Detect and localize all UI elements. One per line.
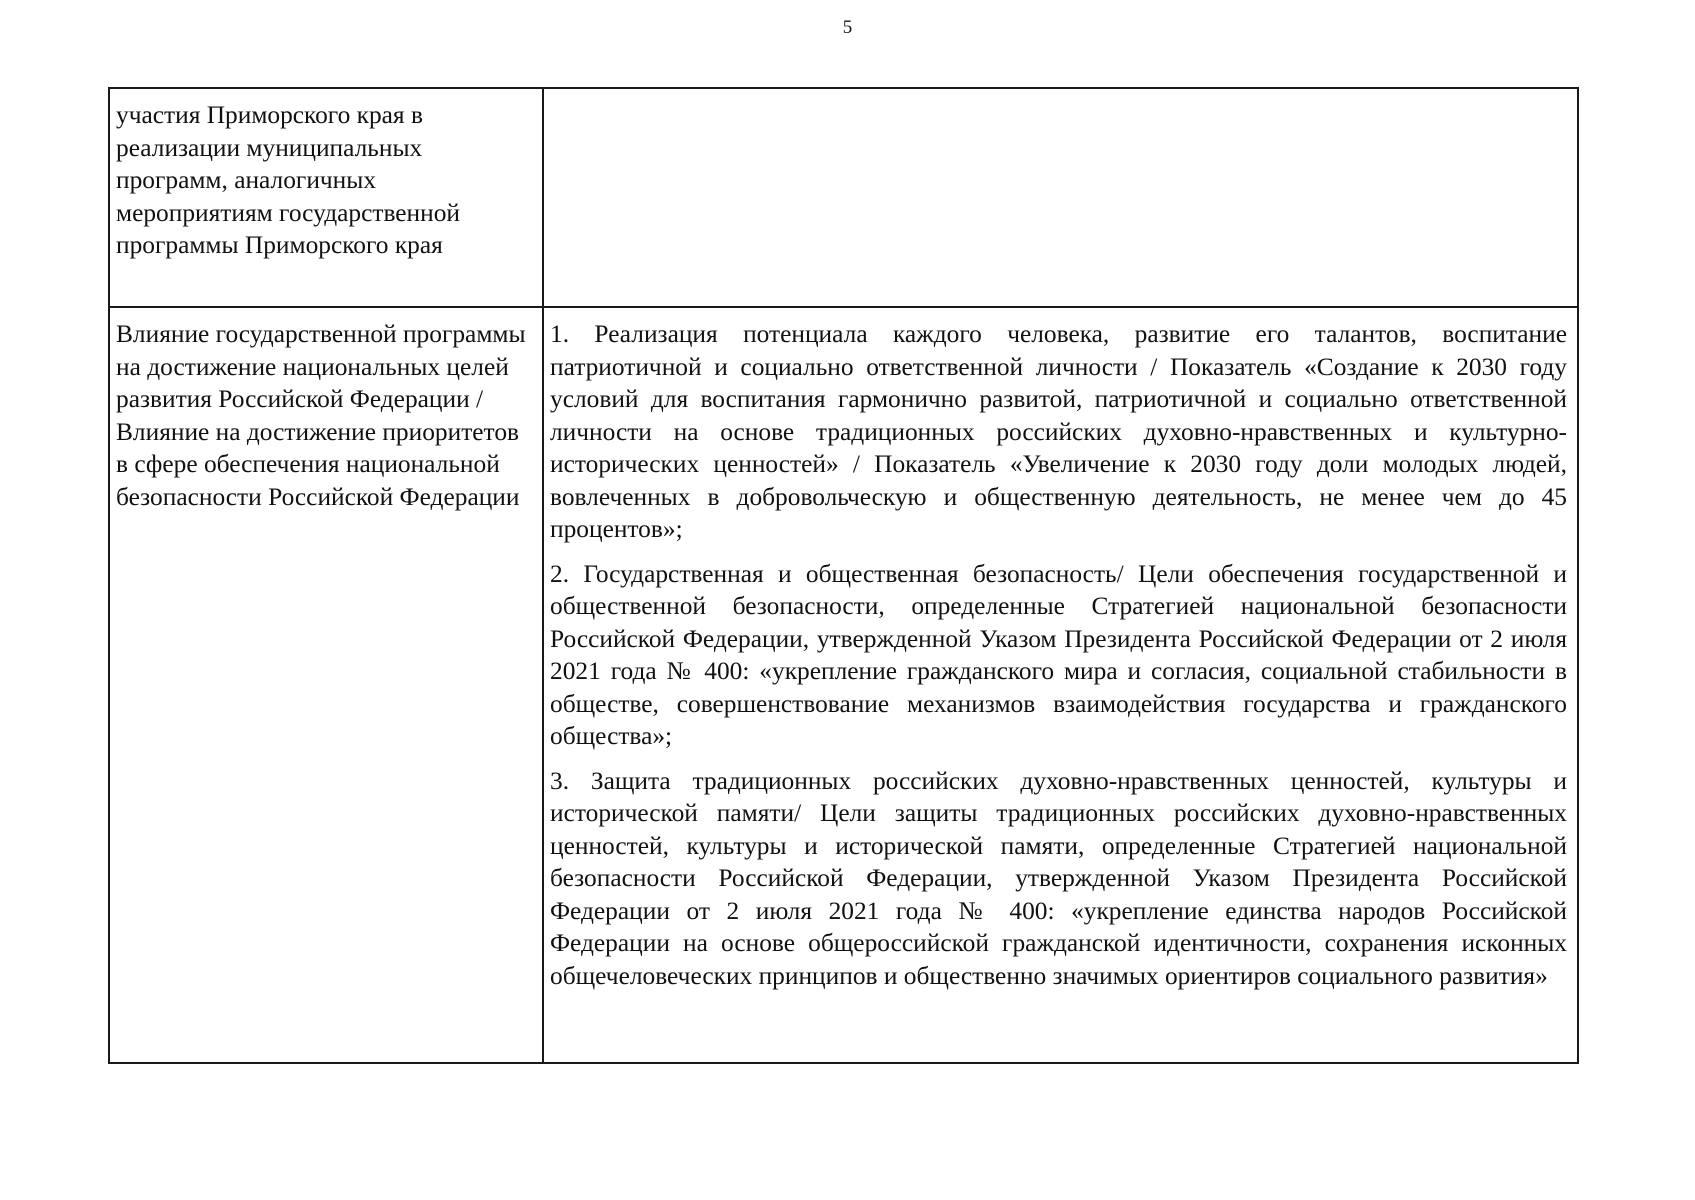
row-label: Влияние государственной программы на достижение национальных целей развития Российской Федерации / Влияние на достижение приоритетов в сфере обеспечения национальной безопасности Российской Федерации: [116, 320, 526, 511]
table-row: [109, 307, 1578, 1063]
paragraph-national-goal-2: 2. Государственная и общественная безопасность/ Цели обеспечения государственной и общественной безопасности, определенные Стратегией национальной безопасности Российской Федерации, утвержденной Указом Президента Российской Федерации от 2 июля 2021 года № 400: «укрепление гражданского мира и согласия, социальной стабильности в обществе, совершенствование механизмов взаимодействия государства и гражданского общества»;: [550, 559, 1567, 750]
paragraph-national-goal-1: 1. Реализация потенциала каждого человека, развитие его талантов, воспитание патриотичной и социально ответственной личности / Показатель «Создание к 2030 году условий для воспитания гармонично развитой, патриотичной и социально ответственной личности на основе традиционных российских духовно-нравственных и культурно-исторических ценностей» / Показатель «Увеличение к 2030 году доли молодых людей, вовлеченных в добровольческую и общественную деятельность, не менее чем до 45 процентов»;: [550, 320, 1567, 543]
paragraph-national-goal-3: 3. Защита традиционных российских духовно-нравственных ценностей, культуры и исторической памяти/ Цели защиты традиционных российских духовно-нравственных ценностей, культуры и исторической памяти, определенные Стратегией национальной безопасности Российской Федерации, утвержденной Указом Президента Российской Федерации от 2 июля 2021 года № 400: «укрепление единства народов Российской Федерации на основе общероссийской гражданской идентичности, сохранения исконных общечеловеческих принципов и общественно значимых ориентиров социального развития»: [550, 766, 1567, 990]
table-cell-content: [543, 88, 1578, 307]
document-table: [108, 87, 1579, 1064]
table-row: [109, 88, 1578, 307]
page-number: 5: [842, 17, 853, 38]
row-label: участия Приморского края в реализации муниципальных программ, аналогичных мероприятиям государственной программы Приморского края: [116, 101, 461, 259]
table-cell-content: [543, 307, 1578, 1063]
table-cell-label: [109, 307, 543, 1063]
table-cell-label: [109, 88, 543, 307]
